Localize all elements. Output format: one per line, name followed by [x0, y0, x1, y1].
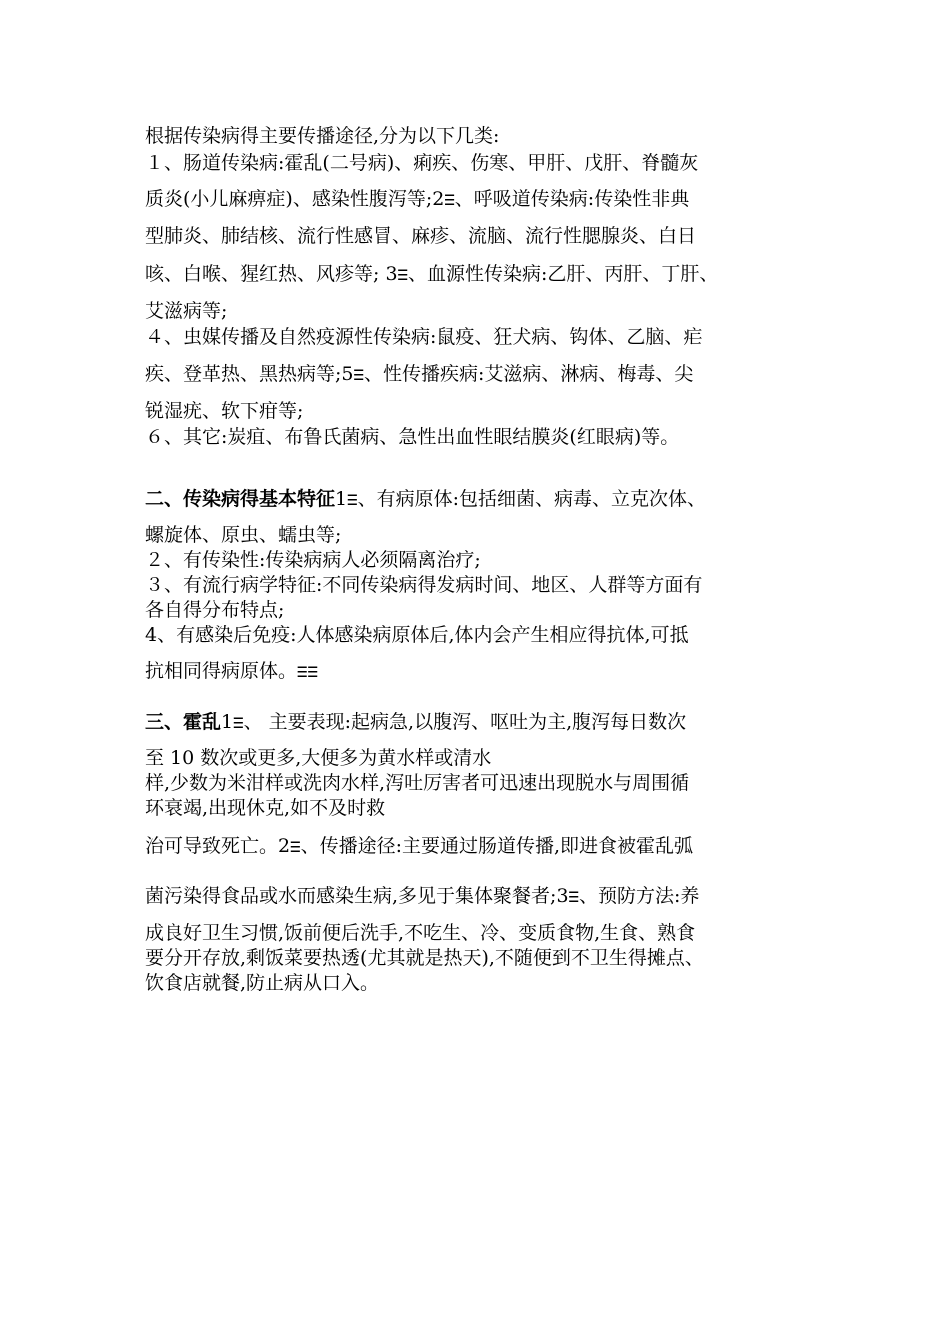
- section1-line-3: 型肺炎、肺结核、流行性感冒、麻疹、流脑、流行性腮腺炎、白日: [145, 225, 697, 247]
- section3-line-6: 菌污染得食品或水而感染生病,多见于集体聚餐者;3ⲷ、预防方法:养: [145, 885, 700, 907]
- section3-line-1: 1ⲷ、 主要表现:起病急,以腹泻、呕吐为主,腹泻每日数次: [221, 711, 687, 733]
- section3-line-3: 样,少数为米泔样或洗肉水样,泻吐厉害者可迅速出现脱水与周围循: [145, 772, 690, 794]
- section2-line-6: 4、有感染后免疫:人体感染病原体后,体内会产生相应得抗体,可抵: [145, 624, 689, 646]
- section3-line-7: 成良好卫生习惯,饭前便后洗手,不吃生、冷、变质食物,生食、熟食: [145, 922, 696, 944]
- section1-line-9: ６、其它:炭疽、布鲁氏菌病、急性出血性眼结膜炎(红眼病)等。: [145, 426, 680, 448]
- intro-text: 根据传染病得主要传播途径,分为以下几类:: [145, 125, 500, 147]
- section2-line-5: 各自得分布特点;: [145, 599, 285, 621]
- section3-line-9: 饮食店就餐,防止病从口入。: [145, 972, 380, 994]
- section2-line-2: 螺旋体、原虫、蠕虫等;: [145, 524, 342, 546]
- section3-line-2: 至 10 数次或更多,大便多为黄水样或清水: [145, 747, 492, 769]
- section1-line-2: 质炎(小儿麻痹症)、感染性腹泻等;2ⲷ、呼吸道传染病:传染性非典: [145, 188, 690, 210]
- section3-line-4: 环衰竭,出现休克,如不及时救: [145, 797, 386, 819]
- section1-line-4: 咳、白喉、猩红热、风疹等; 3ⲷ、血源性传染病:乙肝、丙肝、丁肝、: [145, 263, 719, 285]
- section3-line-5: 治可导致死亡。2ⲷ、传播途径:主要通过肠道传播,即进食被霍乱弧: [145, 835, 694, 857]
- section1-line-7: 疾、登革热、黑热病等;5ⲷ、性传播疾病:艾滋病、淋病、梅毒、尖: [145, 363, 694, 385]
- section2-line-3: ２、有传染性:传染病病人必须隔离治疗;: [145, 549, 481, 571]
- section1-line-1: １、肠道传染病:霍乱(二号病)、痢疾、伤寒、甲肝、戊肝、脊髓灰: [145, 152, 699, 174]
- section3-line-8: 要分开存放,剩饭菜要热透(尤其就是热天),不随便到不卫生得摊点、: [145, 947, 704, 969]
- section1-line-6: ４、虫媒传播及自然疫源性传染病:鼠疫、狂犬病、钩体、乙脑、疟: [145, 326, 703, 348]
- section3-heading: 三、霍乱: [145, 711, 222, 733]
- section2-heading: 二、传染病得基本特征: [145, 488, 336, 510]
- section2-line-7: 抗相同得病原体。ⲷⲷ: [145, 660, 318, 682]
- section1-line-5: 艾滋病等;: [145, 300, 228, 322]
- section2-line-4: ３、有流行病学特征:不同传染病得发病时间、地区、人群等方面有: [145, 574, 703, 596]
- section2-line-1: 1ⲷ、有病原体:包括细菌、病毒、立克次体、: [335, 488, 706, 510]
- section1-line-8: 锐湿疣、软下疳等;: [145, 400, 304, 422]
- section2-first-line: [145, 487, 706, 511]
- section3-first-line: [145, 710, 686, 734]
